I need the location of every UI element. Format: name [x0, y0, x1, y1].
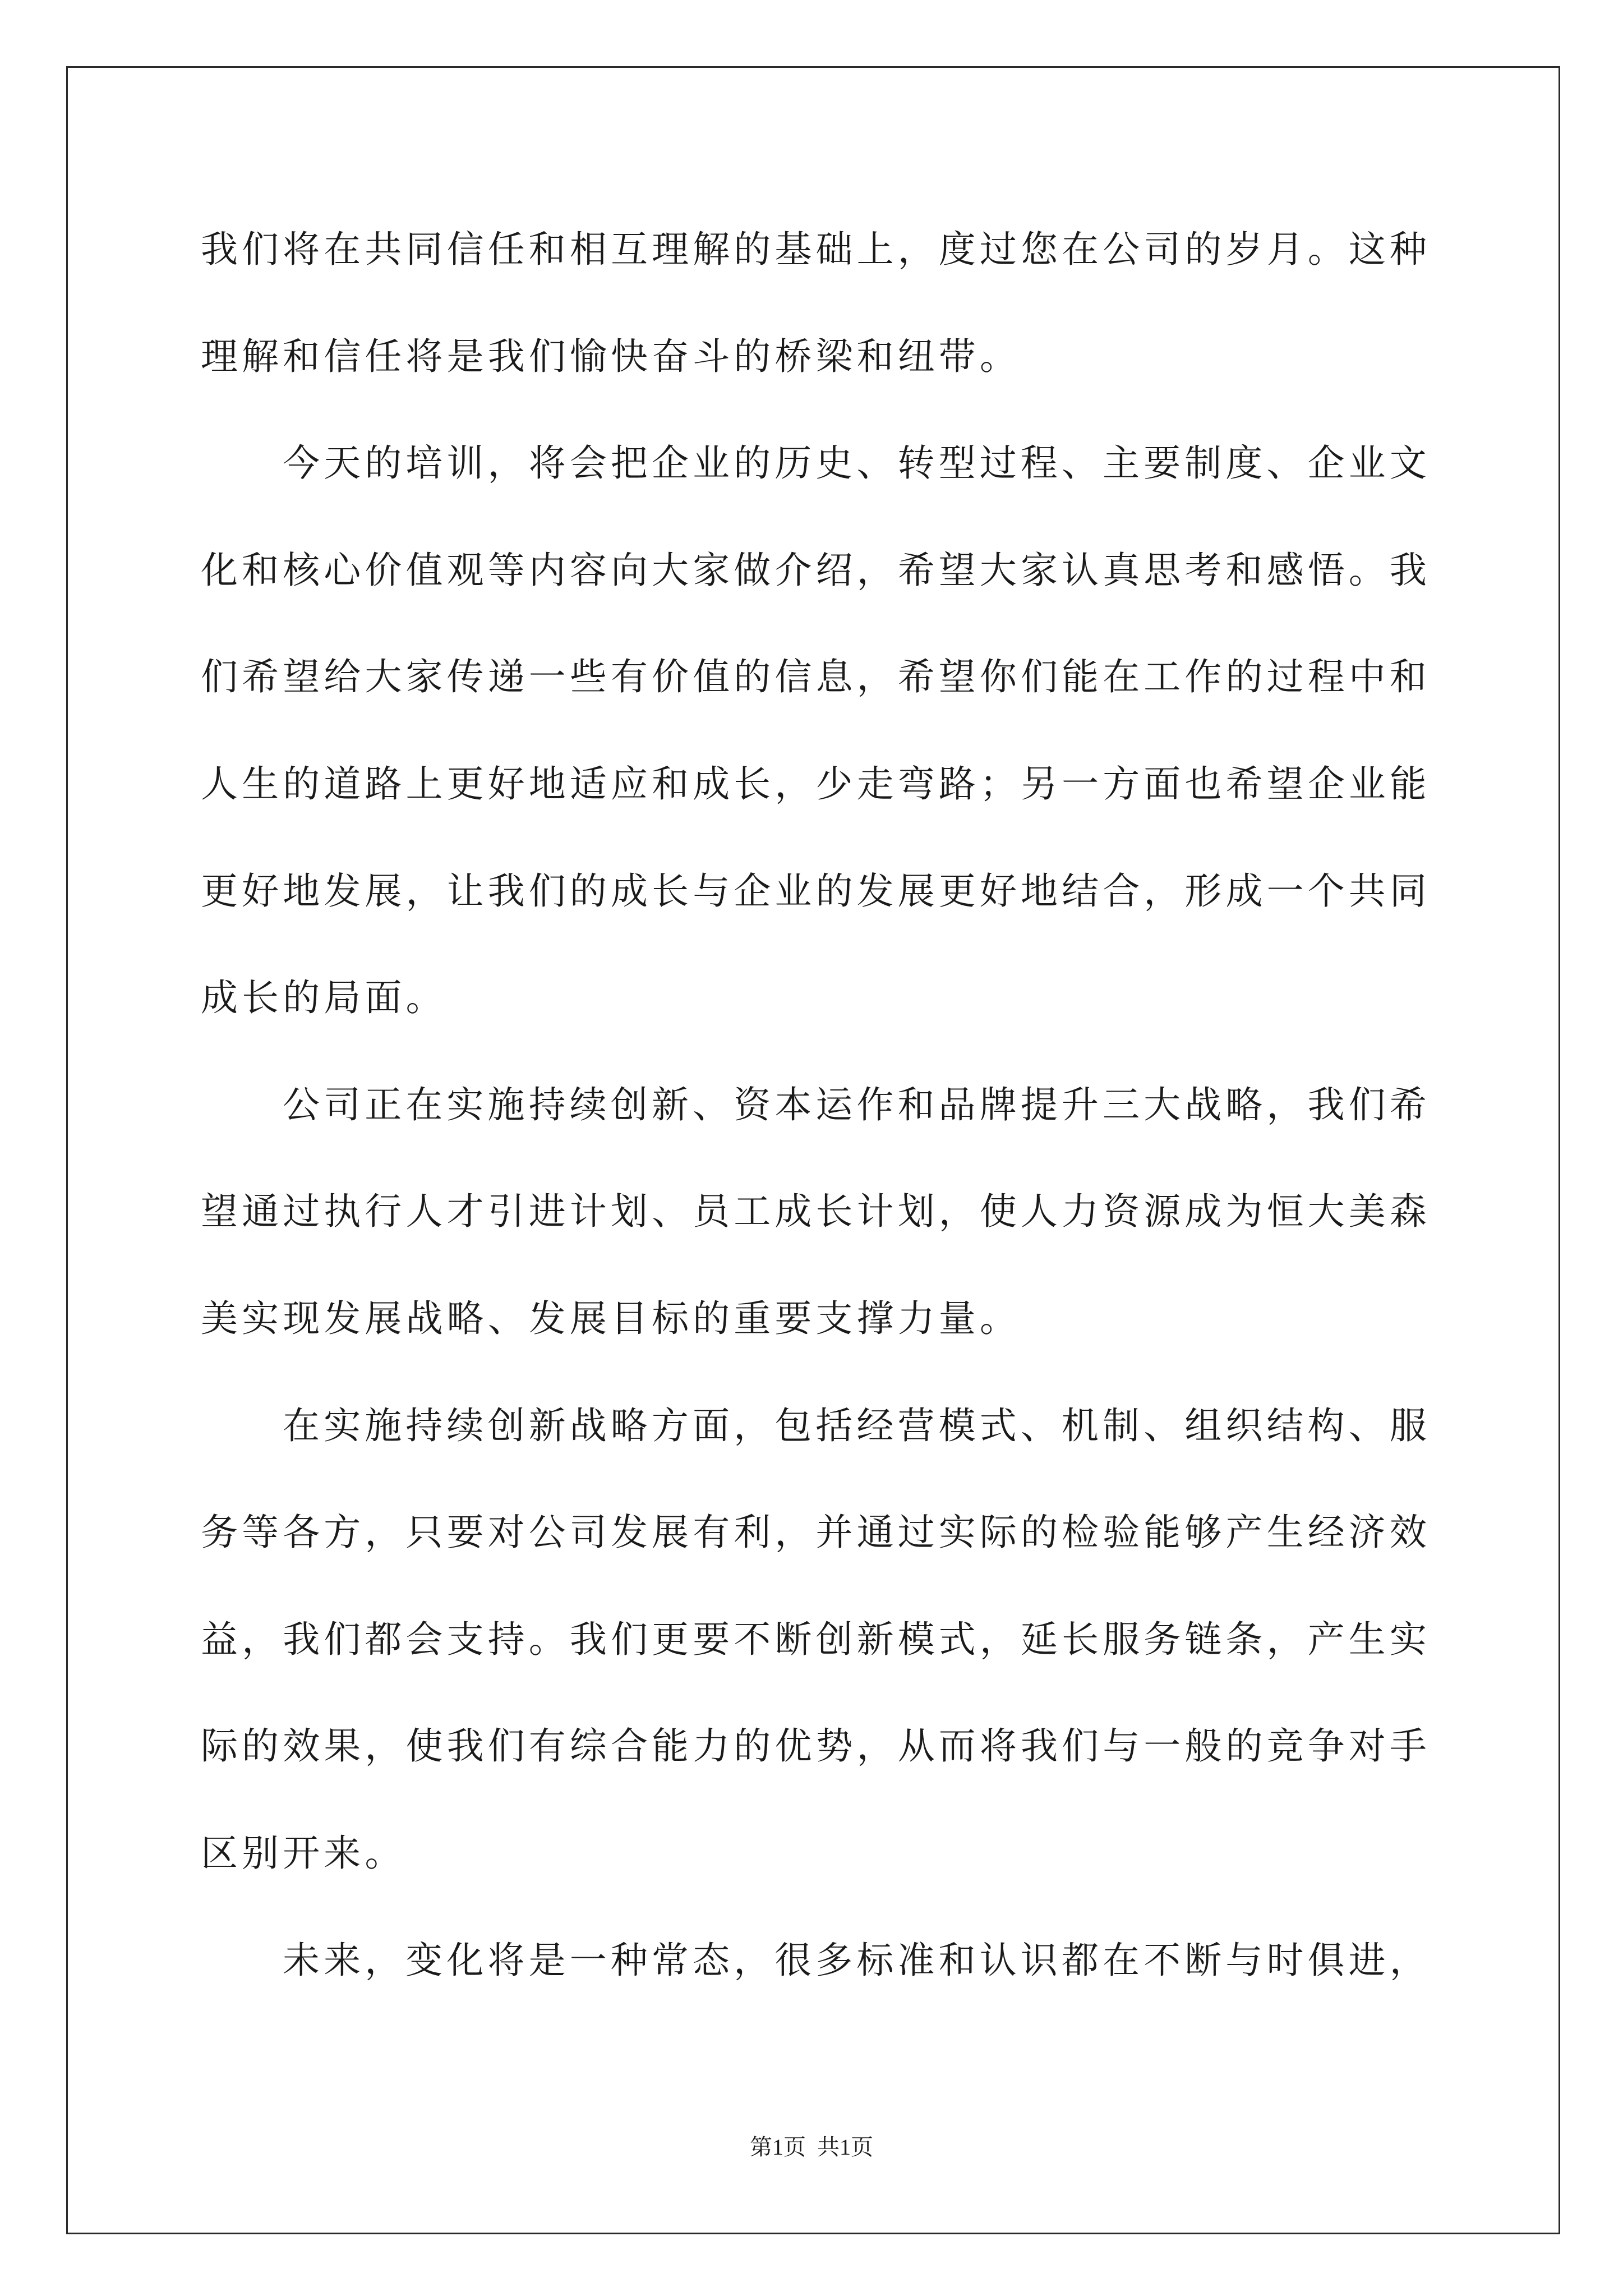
paragraph: [201, 1373, 1446, 1907]
text-line: 际的效果，使我们有综合能力的优势，从而将我们与一般的竞争对手: [201, 1724, 1431, 1768]
paragraph: [201, 1052, 1446, 1373]
text-line: 益，我们都会支持。我们更要不断创新模式，延长服务链条，产生实: [201, 1617, 1431, 1661]
text-line: 成长的局面。: [201, 976, 447, 1020]
paragraph: [201, 1907, 1446, 2014]
text-line: 理解和信任将是我们愉快奋斗的桥梁和纽带。: [201, 334, 1021, 378]
text-line: 化和核心价值观等内容向大家做介绍，希望大家认真思考和感悟。我: [201, 548, 1431, 592]
page-number-footer: 第1页 共1页: [750, 2134, 873, 2160]
text-line: 今天的培训，将会把企业的历史、转型过程、主要制度、企业文: [283, 441, 1431, 485]
text-line: 区别开来。: [201, 1831, 406, 1875]
text-line: 更好地发展，让我们的成长与企业的发展更好地结合，形成一个共同: [201, 869, 1431, 913]
text-line: 务等各方，只要对公司发展有利，并通过实际的检验能够产生经济效: [201, 1511, 1431, 1554]
text-line: 美实现发展战略、发展目标的重要支撑力量。: [201, 1296, 1021, 1340]
text-line: 在实施持续创新战略方面，包括经营模式、机制、组织结构、服: [283, 1404, 1431, 1447]
document-body: [201, 196, 1446, 2014]
text-line: 公司正在实施持续创新、资本运作和品牌提升三大战略，我们希: [283, 1083, 1431, 1126]
paragraph: [201, 196, 1446, 410]
text-line: 们希望给大家传递一些有价值的信息，希望你们能在工作的过程中和: [201, 655, 1431, 699]
paragraph: [201, 410, 1446, 1052]
text-line: 望通过执行人才引进计划、员工成长计划，使人力资源成为恒大美森: [201, 1190, 1431, 1234]
text-line: 我们将在共同信任和相互理解的基础上，度过您在公司的岁月。这种: [201, 228, 1431, 271]
text-line: 未来，变化将是一种常态，很多标准和认识都在不断与时俱进，: [283, 1938, 1431, 1982]
text-line: 人生的道路上更好地适应和成长，少走弯路；另一方面也希望企业能: [201, 762, 1431, 806]
